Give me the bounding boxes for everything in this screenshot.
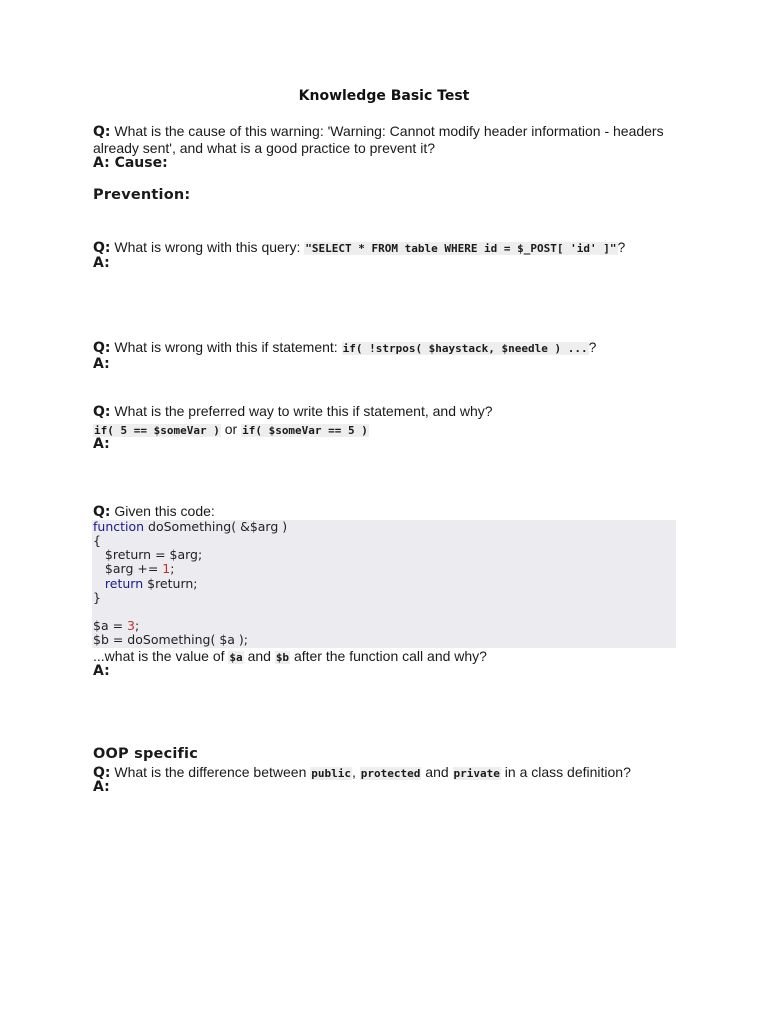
question-5 [93,503,693,520]
question-label: Q: [93,340,111,356]
answer-1-cause: A: Cause: [93,155,168,171]
question-label: Q: [93,765,111,781]
code-line-3: $return = $arg; [93,547,203,562]
public-keyword: public [311,767,351,780]
if-strpos-code: if( !strpos( $haystack, $needle ) ... [342,342,588,355]
var-b-code: $b [275,651,290,664]
question-5-followup: ...what is the value of $a and $b after the function call and why? [93,648,487,664]
question-6: Q: What is the difference between public, protected and private in a class definition? [93,764,631,781]
question-2 [93,239,693,257]
question-4-code-line [93,421,693,439]
document-title: Knowledge Basic Test [298,88,470,104]
question-label: Q: [93,404,111,420]
code-line-4: $arg += 1; [93,561,175,576]
question-label: Q: [93,504,111,520]
code-line-5: return $return; [93,576,198,591]
answer-2-label: A: [93,255,110,271]
protected-keyword: protected [360,767,421,780]
answer-3-label: A: [93,356,110,372]
keyword-function: function [93,519,145,534]
question-2-text: What is wrong with this query: [114,239,301,255]
answer-4-label: A: [93,436,110,452]
question-3-suffix: ? [588,339,597,355]
code-line-6: } [93,590,101,605]
oop-section-heading: OOP specific [93,746,199,762]
if-yoda-code: if( 5 == $someVar ) [94,424,220,437]
question-1-text: What is the cause of this warning: 'Warning: Cannot modify header information - headers already sent', and what is a good practice to prevent it? [93,123,664,156]
answer-6-label: A: [93,779,110,795]
number-literal: 3 [127,618,135,633]
code-line-2: { [93,533,101,548]
question-label: Q: [93,124,111,140]
question-1 [93,123,693,156]
question-2-suffix: ? [617,239,626,255]
code-line-8: $b = doSomething( $a ); [93,632,249,647]
question-3 [93,339,693,357]
question-3-text: What is wrong with this if statement: [114,339,338,355]
var-a-code: $a [229,651,243,664]
sql-query-code: "SELECT * FROM table WHERE id = $_POST[ 'id' ]" [305,242,617,255]
keyword-return: return [93,576,144,591]
question-4-text: What is the preferred way to write this if statement, and why? [114,403,493,419]
question-4 [93,403,693,420]
code-line-1: function doSomething( &$arg ) [93,519,288,534]
question-6-text: What is the difference between [114,764,307,780]
number-literal: 1 [162,561,171,576]
question-5-text: Given this code: [114,503,215,519]
answer-5-label: A: [93,663,110,679]
or-text: or [224,421,238,437]
answer-1-prevention: Prevention: [93,187,191,203]
private-keyword: private [453,767,500,780]
question-label: Q: [93,240,111,256]
code-line-7: $a = 3; [93,618,140,633]
if-normal-code: if( $someVar == 5 ) [242,424,368,437]
